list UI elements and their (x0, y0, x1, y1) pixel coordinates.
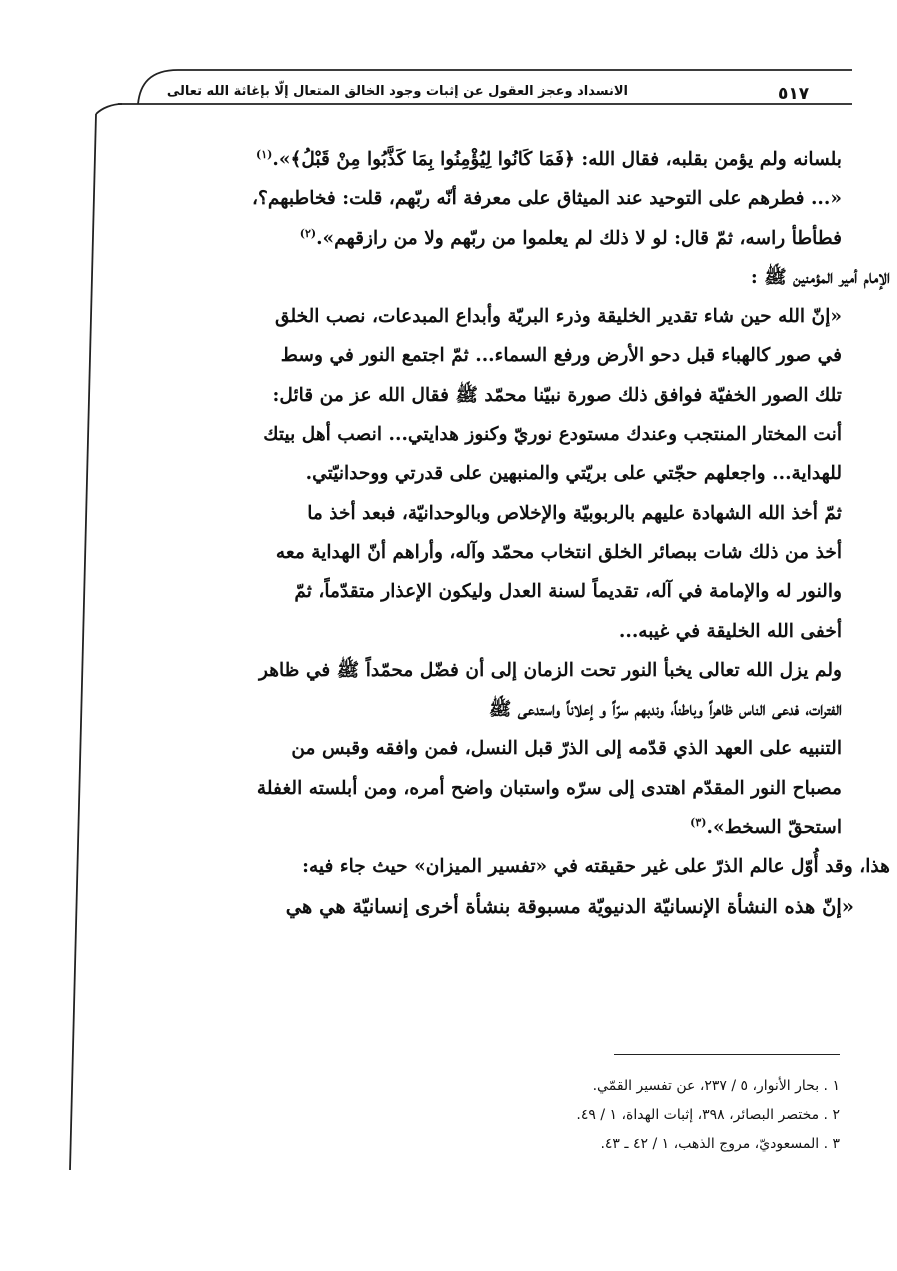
footnote-ref: (١) (255, 147, 273, 161)
text-line: استحقّ السخط».$^{(٣)}$ (690, 815, 842, 839)
running-title: الانسداد وعجز العقول عن إثبات وجود الخالق المتعال إلّا بإغاثة الله تعالى (166, 84, 628, 99)
footnote-item: ٣ . المسعوديّ، مروج الذهب، ١ / ٤٢ ـ ٤٣. (600, 1136, 840, 1152)
text-line: بلسانه ولم يؤمن بقلبه، فقال الله: ﴿فَمَا كَانُوا لِيُؤْمِنُوا بِمَا كَذَّبُوا مِنْ قَبْلُ﴾».$^{(١)}$ (255, 147, 842, 170)
text-line: للهداية... واجعلهم حجّتي على بريّتي والمنبهين على قدرتي ووحدانيّتي. (305, 463, 842, 485)
footnotes (400, 1072, 840, 1159)
text-line: ولم يزل الله تعالى يخبأ النور تحت الزمان إلى أن فضّل محمّداً ﷺ في ظاهر (258, 659, 842, 681)
text-line: التنبيه على العهد الذي قدّمه إلى الذرّ قبل النسل، فمن وافقه وقبس من (291, 738, 842, 760)
section-heading: الإمام أمير المؤمنين ﷺ : (750, 266, 890, 288)
text-line: «إنّ الله حين شاء تقدير الخليقة وذرء البريّة وأبداع المبدعات، نصب الخلق (274, 306, 842, 328)
text-line: فطأطأ راسه، ثمّ قال: لو لا ذلك لم يعلموا من ربّهم ولا من رازقهم».$^{(٢)}$ (299, 226, 842, 249)
text-line: الفترات، فدعى الناس ظاهراً وباطناً، وندبهم سرّاً و إعلاناً واستدعى ﷺ (488, 699, 842, 721)
footnote-divider (614, 1054, 840, 1055)
footnote-item: ١ . بحار الأنوار، ٥ / ٢٣٧، عن تفسير القمّي. (592, 1078, 840, 1094)
text-line: مصباح النور المقدّم اهتدى إلى سرّه واستبان واضح أمره، ومن أبلسته الغفلة (256, 777, 842, 799)
text-line: ثمّ أخذ الله الشهادة عليهم بالربوبيّة والإخلاص وبالوحدانيّة، فبعد أخذ ما (307, 502, 842, 524)
footnote-ref: (٣) (690, 815, 707, 829)
text-line: أخفى الله الخليقة في غيبه... (618, 620, 842, 642)
main-text (118, 140, 890, 926)
text-line: «إنّ هذه النشأة الإنسانيّة الدنيويّة مسبوقة بنشأة أخرى إنسانيّة هي هي (285, 894, 854, 918)
footnote-ref: (٢) (299, 226, 317, 240)
text-line: في صور كالهباء قبل دحو الأرض ورفع السماء... ثمّ اجتمع النور في وسط (280, 345, 842, 367)
text-line: أنت المختار المنتجب وعندك مستودع نوريّ وكنوز هدايتي... انصب أهل بيتك (263, 424, 842, 446)
page-number: ٥١٧ (778, 84, 810, 104)
text-line: تلك الصور الخفيّة فوافق ذلك صورة نبيّنا محمّد ﷺ فقال الله عز من قائل: (272, 384, 842, 406)
text-line: أخذ من ذلك شات ببصائر الخلق انتخاب محمّد وآله، وأراهم أنّ الهداية معه (275, 541, 842, 563)
text-line: هذا، وقد أُوّل عالم الذرّ على غير حقيقته في «تفسير الميزان» حيث جاء فيه: (302, 856, 890, 878)
text-line: والنور له والإمامة في آله، تقديماً لسنة العدل وليكون الإعذار متقدّماً، ثمّ (294, 581, 842, 603)
footnote-item: ٢ . مختصر البصائر، ٣٩٨، إثبات الهداة، ١ / ٤٩. (576, 1107, 840, 1123)
text-line: «... فطرهم على التوحيد عند الميثاق على معرفة أنّه ربّهم، قلت: فخاطبهم؟، (252, 188, 842, 210)
